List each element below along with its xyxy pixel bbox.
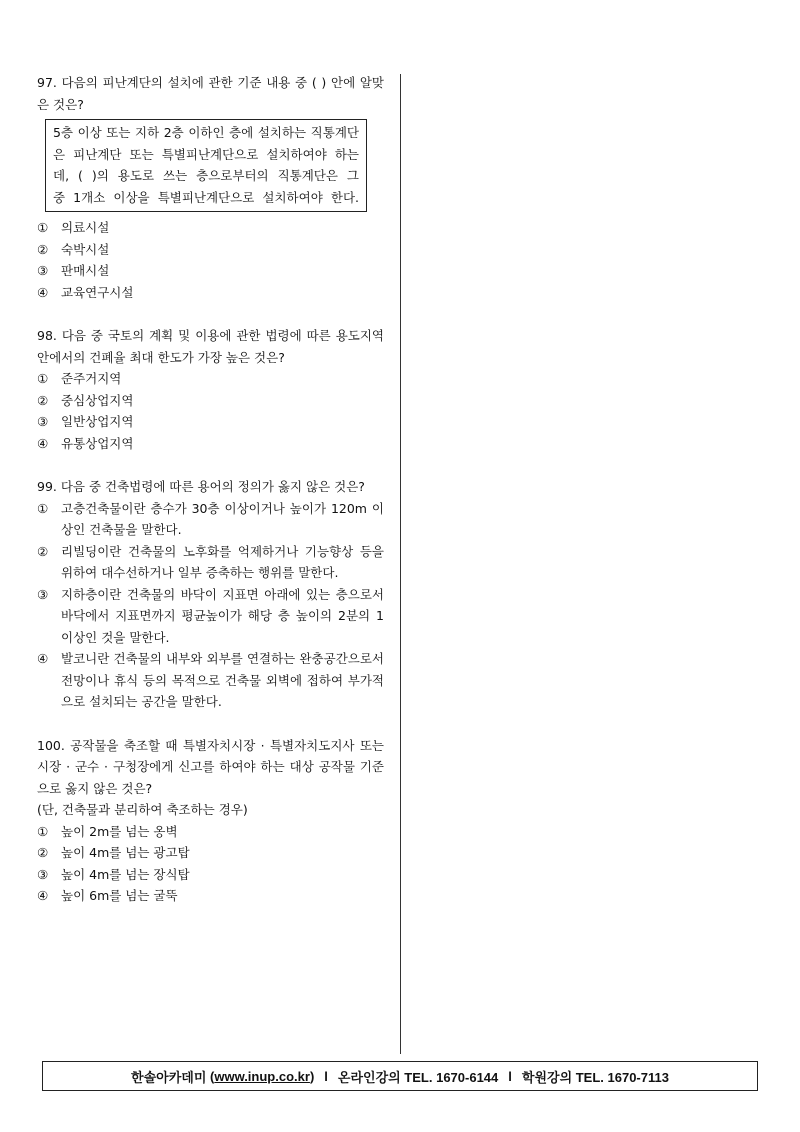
- footer-bar: 한솔아카데미 ( www.inup.co.kr ) l 온라인강의 TEL. 1670-6144 l 학원강의 TEL. 1670-7113: [42, 1061, 758, 1091]
- passage-line: 5층 이상 또는 지하 2층 이하인 층에 설치하는 직통계단: [53, 125, 359, 140]
- answer-option[interactable]: ④ 발코니란 건축물의 내부와 외부를 연결하는 완충공간으로서 전망이나 휴식 등의 목적으로 건축물 외벽에 접하여 부가적으로 설치되는 공간을 말한다.: [37, 651, 384, 709]
- column-divider: [400, 74, 401, 1054]
- answer-option[interactable]: ② 중심상업지역: [37, 392, 134, 408]
- answer-option[interactable]: ① 의료시설: [37, 220, 110, 235]
- passage-line: 중 1개소 이상을 특별피난계단으로 설치하여야 한다.: [53, 189, 359, 205]
- answer-option[interactable]: ② 높이 4m를 넘는 광고탑: [37, 845, 190, 860]
- answer-option[interactable]: ③ 일반상업지역: [37, 414, 134, 429]
- question-passage-box: [45, 119, 367, 212]
- question-99: [37, 476, 384, 713]
- online-tel: 온라인강의 TEL. 1670-6144: [337, 1069, 499, 1085]
- answer-option[interactable]: ① 고층건축물이란 층수가 30층 이상이거나 높이가 120m 이상인 건축물을 말한다.: [37, 500, 384, 537]
- answer-option[interactable]: ③ 판매시설: [37, 263, 110, 278]
- answer-option[interactable]: ③ 높이 4m를 넘는 장식탑: [37, 866, 190, 882]
- question-title: 100. 공작물을 축조할 때 특별자치시장 · 특별자치도지사 또는 시장 · 군수 · 구청장에게 신고를 하여야 하는 대상 공작물 기준으로 옳지 않은 것은?: [37, 737, 384, 796]
- question-title: 97. 다음의 피난계단의 설치에 관한 기준 내용 중 ( ) 안에 알맞은 것은?: [37, 75, 384, 112]
- academy-link[interactable]: www.inup.co.kr: [214, 1068, 310, 1084]
- passage-line: 은 피난계단 또는 특별피난계단으로 설치하여야 하는: [53, 146, 359, 162]
- answer-option[interactable]: ① 준주거지역: [37, 371, 122, 386]
- question-97: [37, 72, 384, 303]
- question-column: [37, 72, 384, 907]
- answer-option[interactable]: ④ 높이 6m를 넘는 굴뚝: [37, 888, 178, 903]
- answer-option[interactable]: ④ 유통상업지역: [37, 435, 134, 451]
- footer-separator: l: [324, 1068, 328, 1084]
- question-100: [37, 735, 384, 907]
- passage-line: 데, ( )의 용도로 쓰는 층으로부터의 직통계단은 그: [53, 168, 359, 183]
- answer-option[interactable]: ② 리빌딩이란 건축물의 노후화를 억제하거나 기능향상 등을 위하여 대수선하거나 일부 증축하는 행위를 말한다.: [37, 543, 384, 580]
- answer-option[interactable]: ① 높이 2m를 넘는 옹벽: [37, 823, 178, 839]
- academy-name: 한솔아카데미: [131, 1069, 207, 1085]
- question-title: 99. 다음 중 건축법령에 따른 용어의 정의가 옳지 않은 것은?: [37, 479, 365, 494]
- answer-option[interactable]: ③ 지하층이란 건축물의 바닥이 지표면 아래에 있는 층으로서 바닥에서 지표면까지 평균높이가 해당 층 높이의 2분의 1 이상인 것을 말한다.: [37, 586, 384, 645]
- question-title: 98. 다음 중 국토의 계획 및 이용에 관한 법령에 따른 용도지역안에서의 건폐율 최대 한도가 가장 높은 것은?: [37, 328, 384, 365]
- footer-separator: l: [508, 1068, 512, 1084]
- question-98: [37, 325, 384, 454]
- answer-option[interactable]: ④ 교육연구시설: [37, 284, 134, 300]
- answer-option[interactable]: ② 숙박시설: [37, 241, 110, 257]
- offline-tel: 학원강의 TEL. 1670-7113: [521, 1069, 669, 1085]
- question-note: (단, 건축물과 분리하여 축조하는 경우): [37, 802, 248, 817]
